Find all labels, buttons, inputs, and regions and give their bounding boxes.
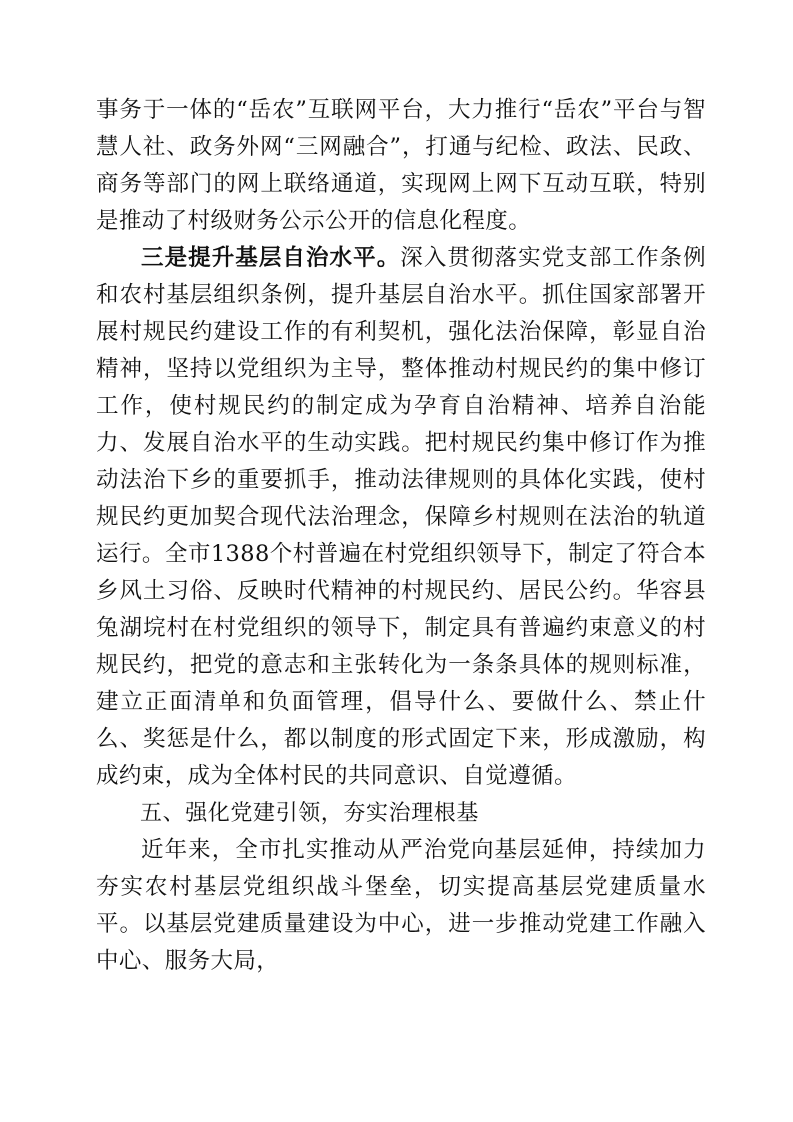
paragraph-continued [96,92,706,240]
paragraph-lead-bold: 三是提升基层自治水平。 [141,245,401,271]
paragraph-text: 事务于一体的“岳农”互联网平台，大力推行“岳农”平台与智慧人社、政务外网“三网融合”，打通与纪检、政法、民政、商务等部门的网上联络通道，实现网上网下互动互联，特别是推动了村级财务公示公开的信息化程度。 [96,97,706,234]
document-body [96,92,706,980]
paragraph-closing [96,832,706,980]
paragraph-text: 近年来，全市扎实推动从严治党向基层延伸，持续加力夯实农村基层党组织战斗堡垒，切实提高基层党建质量水平。以基层党建质量建设为中心，进一步推动党建工作融入中心、服务大局， [96,837,706,974]
paragraph-text: 深入贯彻落实党支部工作条例和农村基层组织条例，提升基层自治水平。抓住国家部署开展村规民约建设工作的有利契机，强化法治保障，彰显自治精神，坚持以党组织为主导，整体推动村规民约的集中修订工作，使村规民约的制定成为孕育自治精神、培养自治能力、发展自治水平的生动实践。把村规民约集中修订作为推动法治下乡的重要抓手，推动法律规则的具体化实践，使村规民约更加契合现代法治理念，保障乡村规则在法治的轨道运行。全市1388个村普遍在村党组织领导下，制定了符合本乡风土习俗、反映时代精神的村规民约、居民公约。华容县兔湖垸村在村党组织的领导下，制定具有普遍约束意义的村规民约，把党的意志和主张转化为一条条具体的规则标准，建立正面清单和负面管理，倡导什么、要做什么、禁止什么、奖惩是什么，都以制度的形式固定下来，形成激励，构成约束，成为全体村民的共同意识、自觉遵循。 [96,245,706,789]
paragraph-self-governance [96,240,706,795]
section-heading: 五、强化党建引领，夯实治理根基 [140,801,480,826]
